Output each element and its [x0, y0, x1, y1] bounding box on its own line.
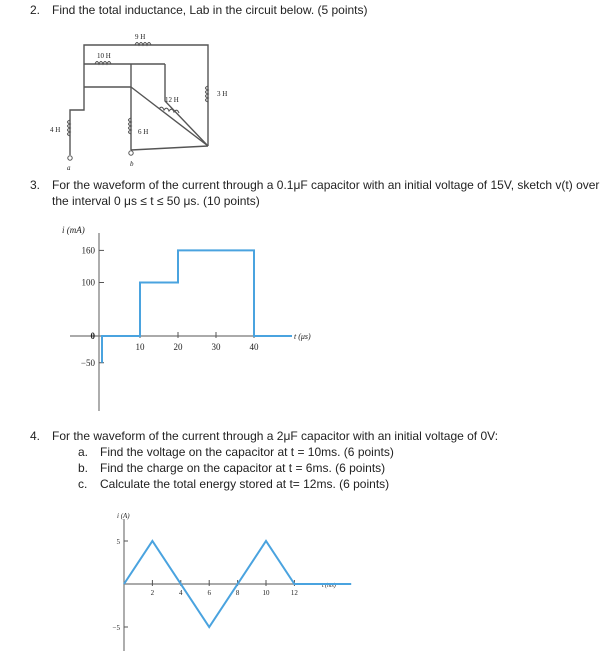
item-b-text: Find the charge on the capacitor at t = 6ms. (6 points) — [100, 461, 386, 475]
question-2-number: 2. — [30, 3, 41, 17]
y-tick-label-3: −50 — [80, 357, 95, 368]
label-4h: 4 H — [50, 126, 61, 134]
x-tick-label-3: 40 — [249, 342, 259, 352]
question-4-item-b — [78, 460, 385, 476]
x-tick-label-3: 8 — [235, 589, 240, 597]
item-a-text: Find the voltage on the capacitor at t = 10ms. (6 points) — [100, 445, 394, 459]
x-tick-label-0: 2 — [150, 589, 155, 597]
bottom-wire — [131, 146, 208, 150]
x-axis-label: t (ms) — [322, 583, 336, 589]
y-tick-label-0: 160 — [81, 245, 95, 256]
left-branch-wire — [70, 64, 84, 155]
y-axis-label: i (mA) — [62, 225, 85, 235]
circuit-wires — [70, 45, 208, 155]
question-2 — [30, 2, 590, 18]
question-4-text: For the waveform of the current through a 2μF capacitor with an initial voltage of 0V: — [52, 429, 499, 443]
item-c-marker: c. — [78, 477, 88, 491]
x-tick-label-5: 12 — [290, 589, 298, 597]
terminal-b — [129, 151, 133, 155]
question-4-item-c — [78, 476, 389, 492]
item-c-text: Calculate the total energy stored at t= 12ms. (6 points) — [100, 477, 390, 491]
right-middle-wire — [165, 64, 208, 146]
x-tick-label-1: 20 — [173, 342, 183, 352]
x-tick-label-2: 30 — [211, 342, 221, 352]
x-tick-label-0: 10 — [135, 342, 145, 352]
waveform-line-1 — [102, 250, 292, 362]
y-tick-label-0: 5 — [116, 538, 120, 546]
question-4-item-a — [78, 444, 394, 460]
label-3h: 3 H — [217, 90, 228, 98]
y-axis-label: i (A) — [117, 512, 130, 520]
question-3-line-1: For the waveform of the current through a 0.1μF capacitor with an initial voltage of 15V, sketch v(t) over — [52, 178, 600, 192]
terminal-a — [68, 156, 72, 160]
question-4-number: 4. — [30, 429, 41, 443]
current-waveform-chart-2 — [0, 505, 616, 655]
question-3-line-2: the interval 0 μs ≤ t ≤ 50 μs. (10 points) — [52, 194, 260, 208]
x-tick-label-4: 10 — [262, 589, 270, 597]
x-axis-label: t (μs) — [294, 332, 311, 341]
question-4 — [30, 428, 610, 444]
x-tick-label-2: 6 — [207, 589, 211, 597]
x-tick-label-1: 4 — [179, 589, 183, 597]
label-12h: 12 H — [165, 96, 179, 104]
question-3-number: 3. — [30, 178, 41, 192]
terminal-b-label: b — [130, 160, 134, 168]
item-b-marker: b. — [78, 461, 89, 475]
item-a-marker: a. — [78, 445, 89, 459]
terminal-a-label: a — [67, 164, 71, 172]
question-2-text: Find the total inductance, Lab in the circuit below. (5 points) — [52, 3, 368, 17]
y-tick-label-1: −5 — [112, 624, 120, 632]
y-tick-label-2: 0 — [90, 331, 95, 341]
label-10h: 10 H — [97, 52, 111, 60]
question-3 — [30, 177, 610, 209]
label-6h: 6 H — [138, 128, 149, 136]
inductor-circuit-diagram — [0, 20, 616, 200]
y-tick-label-1: 100 — [81, 277, 95, 288]
label-9h: 9 H — [135, 33, 146, 41]
current-waveform-chart-1 — [0, 215, 616, 415]
